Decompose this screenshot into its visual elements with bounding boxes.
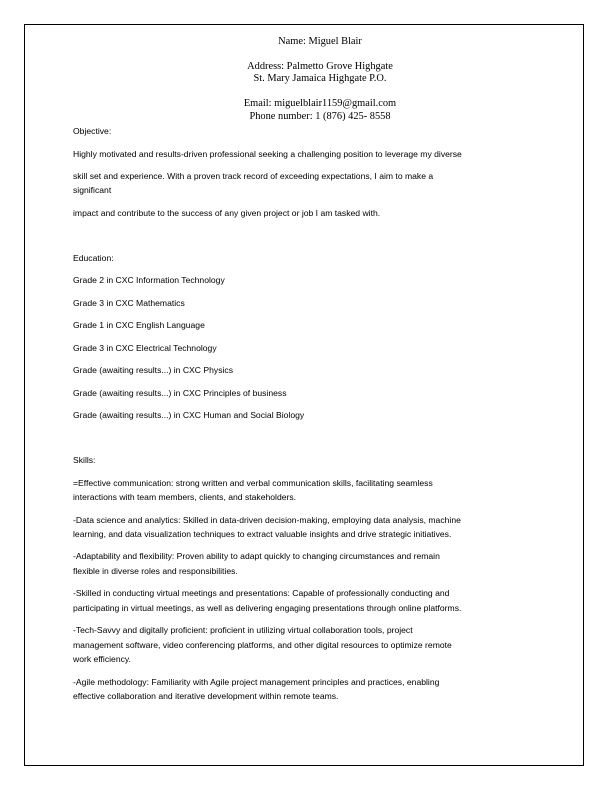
education-item: Grade 2 in CXC Information Technology (73, 275, 225, 285)
skills-heading: Skills: (73, 455, 96, 465)
name-line: Name: Miguel Blair (278, 36, 362, 47)
objective-line: Highly motivated and results-driven professional seeking a challenging position to leverage my diverse (73, 149, 462, 159)
skill-item-line: -Skilled in conducting virtual meetings and presentations: Capable of professionally conducting and (73, 588, 450, 598)
skill-item-line: management software, video conferencing platforms, and other digital resources to optimize remote (73, 640, 452, 650)
education-item: Grade 3 in CXC Mathematics (73, 298, 185, 308)
skill-item-line: learning, and data visualization techniques to extract valuable insights and drive strategic initiatives. (73, 529, 452, 539)
objective-line: significant (73, 185, 112, 195)
skill-item-line: interactions with team members, clients, and stakeholders. (73, 492, 297, 502)
skill-item-line: -Adaptability and flexibility: Proven ability to adapt quickly to changing circumstances and remain (73, 551, 440, 561)
skill-item-line: =Effective communication: strong written and verbal communication skills, facilitating seamless (73, 478, 433, 488)
education-item: Grade (awaiting results...) in CXC Human and Social Biology (73, 410, 305, 420)
skill-item-line: work efficiency. (73, 654, 131, 664)
objective-heading: Objective: (73, 126, 112, 136)
education-item: Grade 3 in CXC Electrical Technology (73, 343, 217, 353)
objective-line: skill set and experience. With a proven track record of exceeding expectations, I aim to make a (73, 171, 434, 181)
skill-item-line: participating in virtual meetings, as well as delivering engaging presentations through online platforms. (73, 603, 462, 613)
education-item: Grade (awaiting results...) in CXC Physics (73, 365, 233, 375)
education-item: Grade 1 in CXC English Language (73, 320, 205, 330)
skill-item-line: flexible in diverse roles and responsibilities. (73, 566, 238, 576)
objective-line: impact and contribute to the success of any given project or job I am tasked with. (73, 208, 381, 218)
address-line-2: St. Mary Jamaica Highgate P.O. (253, 73, 387, 84)
education-heading: Education: (73, 253, 114, 263)
email-line: Email: miguelblair1159@gmail.com (243, 98, 397, 109)
education-item: Grade (awaiting results...) in CXC Principles of business (73, 388, 287, 398)
skill-item-line: -Tech-Savvy and digitally proficient: proficient in utilizing virtual collaboration tools, project (73, 625, 413, 635)
address-line-1: Address: Palmetto Grove Highgate (247, 61, 393, 72)
skill-item-line: -Agile methodology: Familiarity with Agile project management principles and practices, enabling (73, 677, 440, 687)
phone-line: Phone number: 1 (876) 425- 8558 (249, 111, 391, 122)
skill-item-line: effective collaboration and iterative development within remote teams. (73, 691, 339, 701)
skill-item-line: -Data science and analytics: Skilled in data-driven decision-making, employing data analysis, machine (73, 515, 461, 525)
